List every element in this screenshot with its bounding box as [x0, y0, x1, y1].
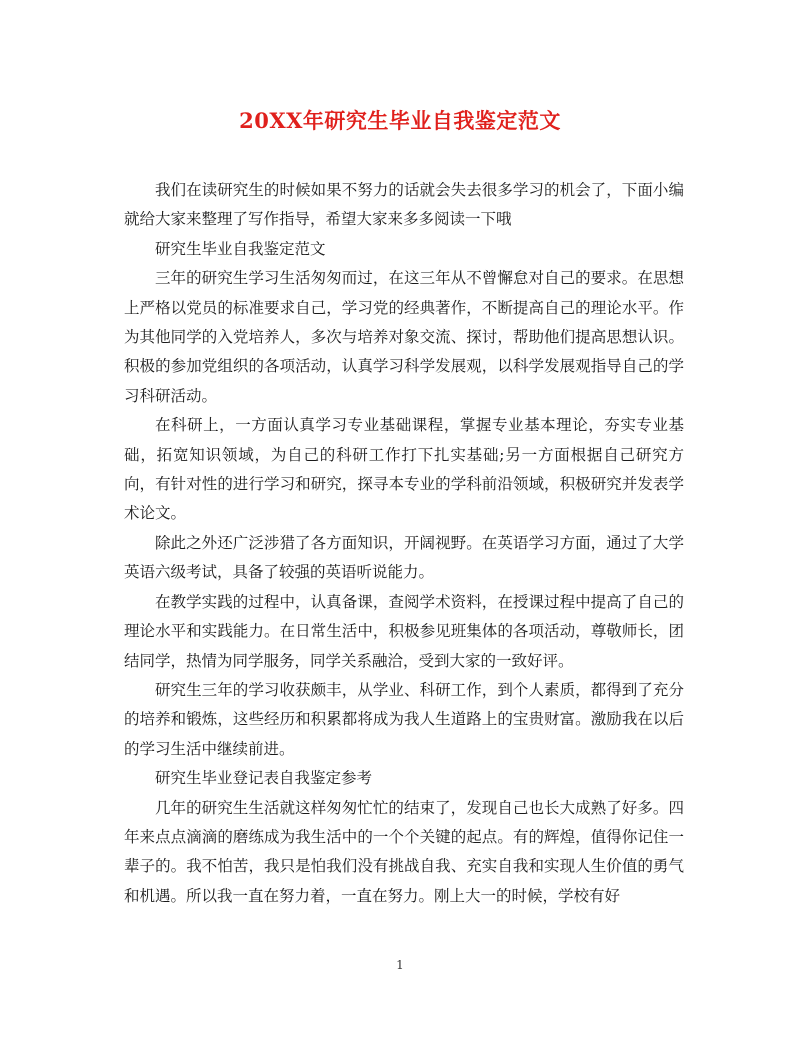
page-number: 1 [396, 958, 404, 972]
paragraph: 在科研上，一方面认真学习专业基础课程，掌握专业基本理论，夯实专业基础，拓宽知识领域，为自己的科研工作打下扎实基础;另一方面根据自己研究方向，有针对性的进行学习和研究，探寻本专业的学科前沿领域，积极研究并发表学术论文。 [124, 416, 684, 523]
document-title: 20XX年研究生毕业自我鉴定范文 [239, 108, 561, 133]
section-heading: 研究生毕业自我鉴定范文 [155, 239, 326, 258]
paragraph: 几年的研究生生活就这样匆匆忙忙的结束了，发现自己也长大成熟了好多。四年来点点滴滴的磨练成为我生活中的一个个关键的起点。有的辉煌，值得你记住一辈子的。我不怕苦，我只是怕我们没有挑战自我、充实自我和实现人生价值的勇气和机遇。所以我一直在努力着，一直在努力。刚上大一的时候，学校有好 [124, 798, 684, 905]
paragraph: 除此之外还广泛涉猎了各方面知识，开阔视野。在英语学习方面，通过了大学英语六级考试，具备了较强的英语听说能力。 [124, 533, 684, 582]
section-heading: 研究生毕业登记表自我鉴定参考 [155, 769, 373, 788]
paragraph: 在教学实践的过程中，认真备课，查阅学术资料，在授课过程中提高了自己的理论水平和实践能力。在日常生活中，积极参见班集体的各项活动，尊敬师长，团结同学，热情为同学服务，同学关系融洽，受到大家的一致好评。 [124, 592, 684, 670]
paragraph-intro: 我们在读研究生的时候如果不努力的话就会失去很多学习的机会了，下面小编就给大家来整理了写作指导，希望大家来多多阅读一下哦 [124, 181, 684, 229]
document-body [124, 176, 684, 911]
paragraph: 三年的研究生学习生活匆匆而过，在这三年从不曾懈怠对自己的要求。在思想上严格以党员的标准要求自己，学习党的经典著作，不断提高自己的理论水平。作为其他同学的入党培养人，多次与培养对象交流、探讨，帮助他们提高思想认识。积极的参加党组织的各项活动，认真学习科学发展观，以科学发展观指导自己的学习科研活动。 [124, 269, 684, 405]
paragraph: 研究生三年的学习收获颇丰，从学业、科研工作，到个人素质，都得到了充分的培养和锻炼，这些经历和积累都将成为我人生道路上的宝贵财富。激励我在以后的学习生活中继续前进。 [124, 680, 684, 758]
